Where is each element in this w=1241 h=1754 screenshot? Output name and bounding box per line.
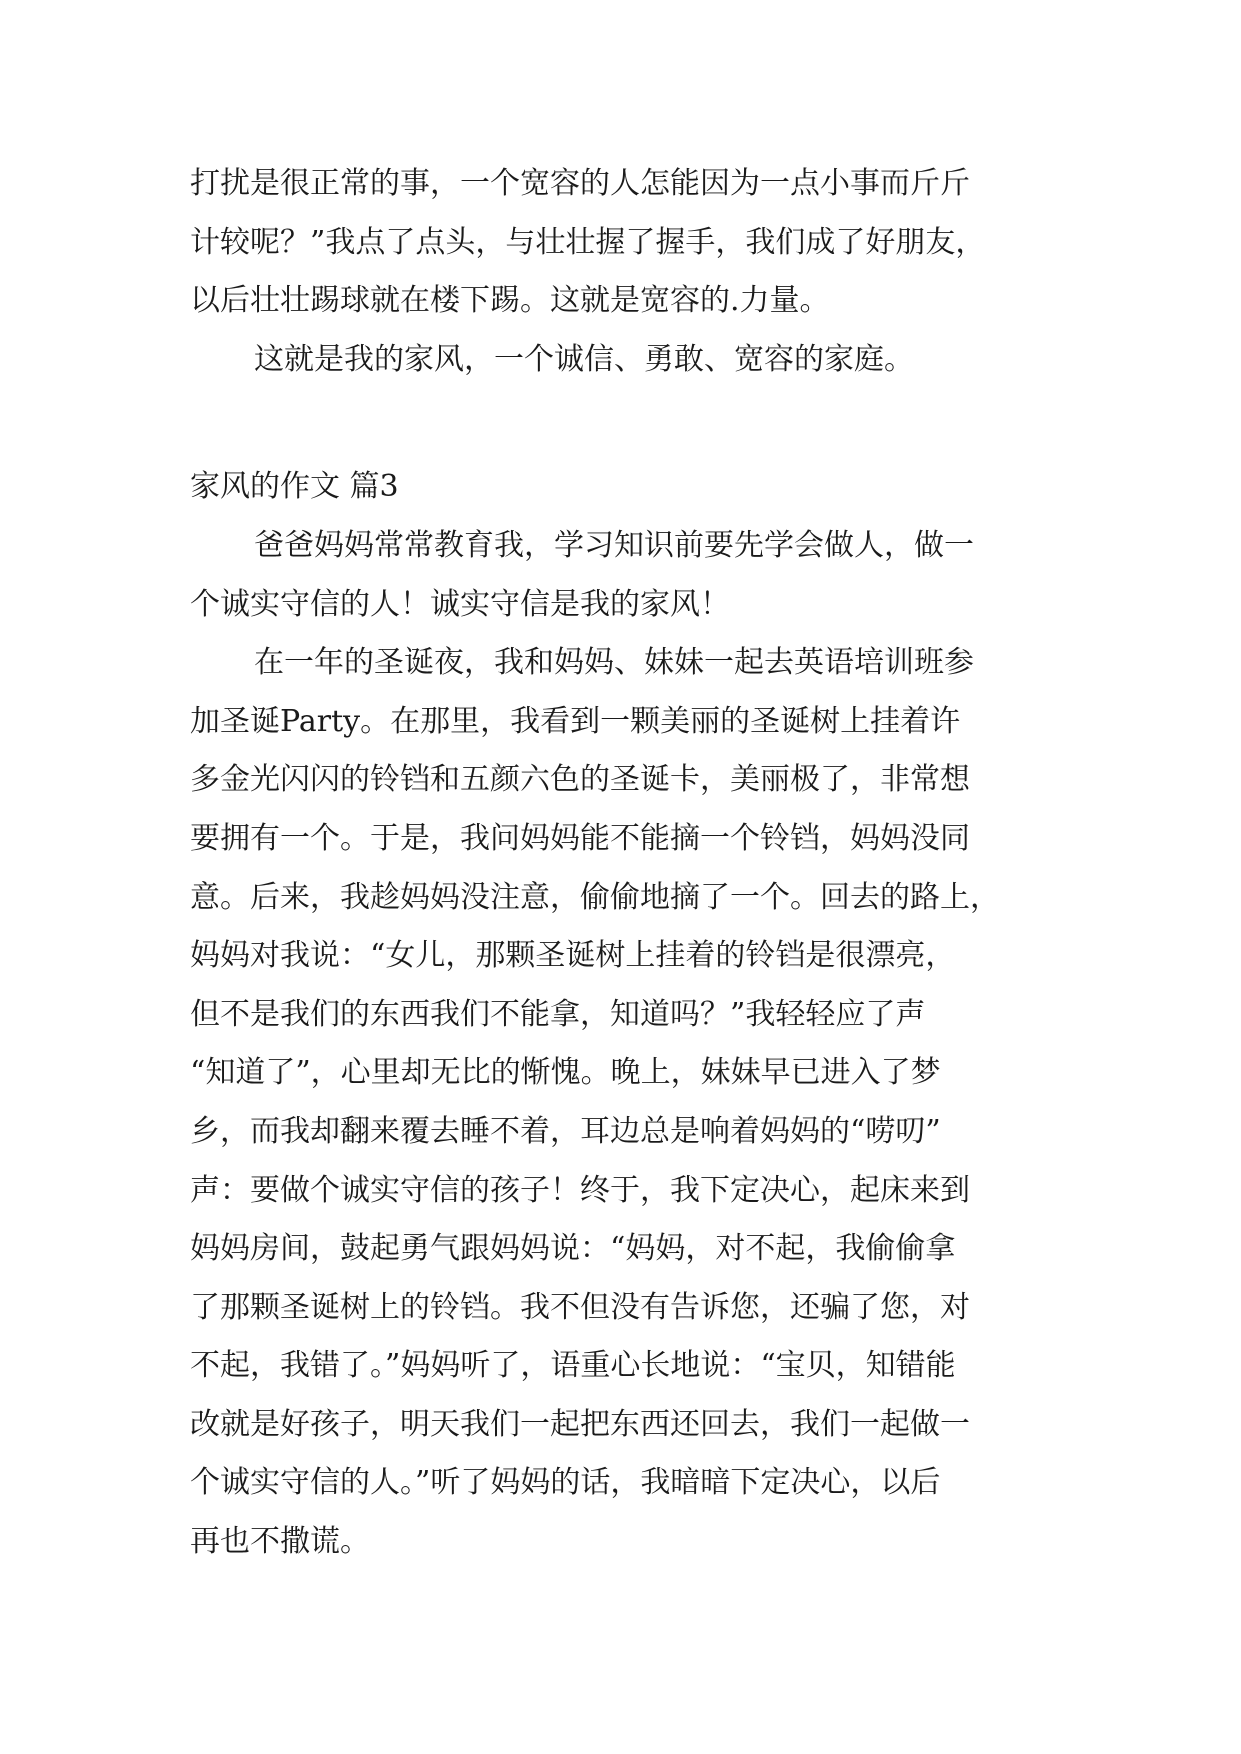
paragraph-1-line: 爸爸妈妈常常教育我，学习知识前要先学会做人，做一 bbox=[254, 527, 974, 563]
paragraph-2-line: 不起，我错了。”妈妈听了，语重心长地说：“宝贝，知错能 bbox=[190, 1348, 956, 1384]
paragraph-2-line: 要拥有一个。于是，我问妈妈能不能摘一个铃铛，妈妈没同 bbox=[190, 820, 970, 856]
section-gap bbox=[190, 389, 1060, 458]
paragraph-2-line: 但不是我们的东西我们不能拿，知道吗？”我轻轻应了声 bbox=[190, 996, 926, 1032]
paragraph-2-line: 在一年的圣诞夜，我和妈妈、妹妹一起去英语培训班参 bbox=[254, 645, 974, 681]
paragraph-2-line: 了那颗圣诞树上的铃铛。我不但没有告诉您，还骗了您，对 bbox=[190, 1289, 970, 1325]
paragraph-1-line: 个诚实守信的人！诚实守信是我的家风！ bbox=[190, 586, 730, 622]
article-body bbox=[190, 155, 1060, 1572]
section-heading: 家风的作文 篇3 bbox=[190, 469, 399, 505]
paragraph-2-line: 多金光闪闪的铃铛和五颜六色的圣诞卡，美丽极了，非常想 bbox=[190, 762, 970, 798]
text-line: 以后壮壮踢球就在楼下踢。这就是宽容的.力量。 bbox=[190, 283, 830, 319]
paragraph-2-line: 意。后来，我趁妈妈没注意，偷偷地摘了一个。回去的路上， bbox=[190, 879, 1000, 915]
paragraph-2-line: 再也不撒谎。 bbox=[190, 1524, 370, 1560]
text-line: 打扰是很正常的事，一个宽容的人怎能因为一点小事而斤斤 bbox=[190, 166, 970, 201]
paragraph-2-line: 妈妈对我说：“女儿，那颗圣诞树上挂着的铃铛是很漂亮， bbox=[190, 938, 956, 974]
closing-line: 这就是我的家风，一个诚信、勇敢、宽容的家庭。 bbox=[254, 341, 914, 377]
paragraph-2-line: 妈妈房间，鼓起勇气跟妈妈说：“妈妈，对不起，我偷偷拿 bbox=[190, 1231, 956, 1267]
paragraph-2-line: 改就是好孩子，明天我们一起把东西还回去，我们一起做一 bbox=[190, 1406, 970, 1442]
paragraph-2-line: 个诚实守信的人。”听了妈妈的话，我暗暗下定决心，以后 bbox=[190, 1465, 941, 1501]
text-line: 计较呢？”我点了点头，与壮壮握了握手，我们成了好朋友， bbox=[190, 224, 986, 260]
paragraph-2-line: “知道了”，心里却无比的惭愧。晚上，妹妹早已进入了梦 bbox=[190, 1055, 941, 1091]
paragraph-2-line: 加圣诞Party。在那里，我看到一颗美丽的圣诞树上挂着许 bbox=[190, 703, 961, 739]
paragraph-2-line: 乡，而我却翻来覆去睡不着，耳边总是响着妈妈的“唠叨” bbox=[190, 1113, 941, 1149]
paragraph-2-line: 声：要做个诚实守信的孩子！终于，我下定决心，起床来到 bbox=[190, 1172, 970, 1208]
